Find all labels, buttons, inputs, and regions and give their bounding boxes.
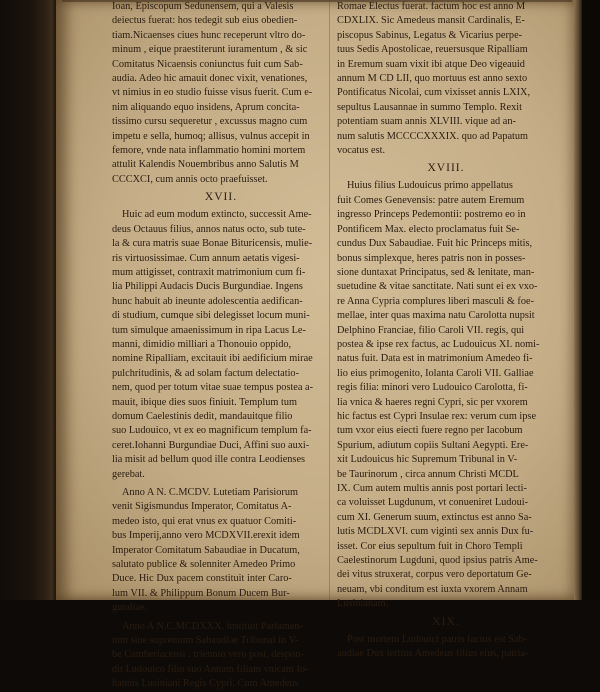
- text-line: domum Caelestinis dedit, mandauitque filio: [112, 410, 293, 422]
- text-line: Comitatus Nicaensis coniunctus fuit cum Sab-: [112, 58, 303, 70]
- text-line: gundiae.: [112, 602, 148, 614]
- left-para-3: [112, 486, 330, 616]
- text-line: tum simulque amaenissimum in ripa Lacus Le-: [112, 324, 306, 336]
- text-line: re Anna Cypria complures liberi masculi & foe-: [337, 295, 535, 307]
- text-line: femore, vnde nata inflammatio homini mortem: [112, 145, 306, 157]
- text-line: neuam, vbi conditum est iuxta vxorem Annam: [337, 583, 528, 595]
- right-column: [337, 0, 555, 661]
- text-line: tum sine supremum Sabaudiae Tribunal in V-: [112, 635, 299, 647]
- text-line: deus Octauus filius, annos natus octo, sub tute-: [112, 223, 306, 235]
- text-line: mauit, ibique dies suos finiuit. Templum tum: [112, 396, 297, 408]
- text-line: la & cura matris suae Bonae Bituricensis, mulie-: [112, 238, 313, 250]
- text-line: lia misit ad bellum quod ille contra Leodienses: [112, 454, 306, 466]
- left-para-4: [112, 620, 330, 692]
- text-line: xit Ludouicus hic Supremum Tribunal in V-: [337, 454, 518, 466]
- text-line: mellae, inter quas maxima natu Carolotta nupsit: [337, 310, 535, 322]
- text-line: tiam.Nicaenses ciues hunc receperunt vltro do-: [112, 29, 306, 41]
- right-para-1: [337, 0, 555, 158]
- text-line: bonus simplexque, heres patris non in posses-: [337, 252, 526, 264]
- text-line: tuus Sedis Apostolicae, reuersusque Ripalliam: [337, 44, 528, 56]
- scan-right-border: [582, 0, 600, 600]
- text-line: be Camberiacensi : triennio vero post, despon-: [112, 649, 304, 661]
- text-line: audia. Adeo hic amauit donec vixit, venationes,: [112, 73, 308, 85]
- text-line: annum M CD LII, quo mortuus est anno sexto: [337, 73, 528, 85]
- text-line: dei vitus struxerat, corpus vero deportatum Ge-: [337, 569, 532, 581]
- text-line: fuit Comes Genevensis: patre autem Eremum: [337, 194, 525, 206]
- text-line: Pontificatus Nicolai, cum vixisset annis LXIX,: [337, 87, 531, 99]
- text-line: Huius filius Ludouicus primo appellatus: [347, 180, 513, 192]
- text-line: lio eius primogenito, Iolanta Caroli VII. Galliae: [337, 367, 534, 379]
- text-line: nomine Ripalliam, excitauit ibi aedificium mirae: [112, 353, 313, 365]
- text-line: Spurium, adiutum copiis Sultani Aegypti. Ere-: [337, 439, 529, 451]
- text-line: ca voluisset Lugdunum, vt conueniret Ludoui-: [337, 497, 529, 509]
- text-line: attulit Kalendis Nouembribus anno Salutis M: [112, 159, 299, 171]
- text-line: audiae Dux tertius Amedeus filius eius, patria-: [337, 648, 529, 660]
- text-line: tum vxor eius eiecti fuere regno per Iacobum: [337, 425, 523, 437]
- text-line: postea & ipse rex factus, ac Ludouicus XI. nomi-: [337, 338, 540, 350]
- text-line: Imperator Comitatum Sabaudiae in Ducatum,: [112, 544, 300, 556]
- right-para-2: [337, 179, 555, 611]
- text-line: ceret.Iohanni Burgundiae Duci, Affini suo auxi-: [112, 439, 310, 451]
- text-line: regis filia: minori vero Ludouico Carolotta, fi-: [337, 382, 528, 394]
- text-line: Anno A N. C.MCDV. Lutetiam Parisiorum: [122, 487, 299, 498]
- text-line: vt nimius in eo studio fuisse visus fuerit. Cum e-: [112, 87, 313, 99]
- text-line: natus fuit. Data est in matrimonium Amedeo fi-: [337, 353, 533, 365]
- left-para-1: [112, 0, 330, 187]
- text-line: potentiam suam annis XLVIII. vique ad an-: [337, 116, 516, 128]
- text-line: IX. Cum autem multis annis post portari lecti-: [337, 483, 527, 494]
- text-line: Huic ad eum modum extincto, successit Ame-: [122, 209, 312, 221]
- text-line: bus Imperij,anno vero MCDXVII.erexit idem: [112, 530, 300, 542]
- text-line: lutis MCDLXVI. cum viginti sex annis Dux fu-: [337, 526, 534, 538]
- text-line: vocatus est.: [337, 145, 386, 157]
- text-line: Anno A N.C.MCDXXX. instituit Parlamen-: [122, 620, 304, 632]
- text-line: cum XI. Generum suum, extinctus est anno Sa-: [337, 511, 532, 523]
- text-line: hannis Lusiniani Regis Cypri. Cum Amedeus: [112, 678, 299, 690]
- text-line: Ioan, Episcopum Sedunensem, qui a Valesis: [112, 1, 294, 12]
- text-line: salutato publice & solenniter Amedeo Primo: [112, 559, 296, 571]
- text-line: sepultus Lausannae in summo Templo. Rexit: [337, 101, 522, 113]
- text-line: be Taurinorum , circa annum Christi MCDL: [337, 468, 519, 480]
- text-line: suetudine & vitae sanctitate. Nati sunt ei ex vxo-: [337, 281, 538, 293]
- text-line: Duce. Hic Dux pacem constituit inter Caro-: [112, 573, 292, 585]
- text-line: dit Ludouico filio suo Annam filiam vnicam Io-: [112, 663, 309, 675]
- text-line: Delphino Franciae, filio Caroli VII. regis, qui: [337, 324, 525, 336]
- text-line: nem, quod per totum vitae suae tempus postea a-: [112, 382, 314, 394]
- text-line: mum attigisset, contraxit matrimonium cum fi-: [112, 266, 306, 278]
- text-line: deiectus fuerat: hos tedegit sub eius obedien-: [112, 15, 298, 27]
- text-line: CCCXCI, cum annis octo praefuisset.: [112, 173, 268, 185]
- text-line: impetu e sella, humoq; allisus, vulnus accepit in: [112, 130, 310, 142]
- text-line: lum VII. & Philippum Bonum Ducem Bur-: [112, 587, 290, 599]
- text-line: suo Ludouico, vt ex eo magnificum templum fa-: [112, 425, 312, 437]
- text-line: in Eremum suam vixit ibi atque Deo vigeauid: [337, 58, 525, 70]
- text-line: Pontificem Max. electo proclamatus fuit Se-: [337, 223, 520, 235]
- text-line: piscopus Sabinus, Legatus & Vicarius perpe-: [337, 29, 523, 41]
- text-line: CDXLIX. Sic Amedeus mansit Cardinalis, E-: [337, 15, 525, 27]
- text-line: ingresso Princeps Pedemontii: postremo eo in: [337, 209, 526, 221]
- text-line: Romae Electus fuerat. factum hoc est anno M: [337, 1, 526, 12]
- text-line: venit Sigismundus Imperator, Comitatus A-: [112, 501, 292, 513]
- text-line: Caelestinorum Lugduni, quod ipsius patris Ame-: [337, 555, 538, 567]
- text-line: di studium, cumque sibi delegisset locum muni-: [112, 310, 310, 322]
- text-line: ris virtuosissimae. Cum annum aetatis vigesi-: [112, 252, 300, 264]
- text-line: pulchritudinis, & ad solam factum delectatio-: [112, 367, 300, 379]
- text-line: gerebat.: [112, 468, 145, 480]
- text-line: tissimo cursu sequeretur , excussus magno cum: [112, 116, 308, 128]
- text-line: manni, dimidio milliari a Thonouio oppido,: [112, 338, 292, 350]
- text-line: minum , eique praestiterunt iuramentum , & sic: [112, 44, 308, 56]
- text-line: lia Philippi Audacis Ducis Burgundiae. Ingens: [112, 281, 303, 293]
- left-column: [112, 0, 330, 692]
- section-heading-xvii: XVII.: [204, 191, 238, 204]
- text-line: cundus Dux Sabaudiae. Fuit hic Princeps mitis,: [337, 238, 533, 250]
- page-right-edge: [574, 0, 582, 600]
- section-heading-xviii: XVIII.: [427, 162, 465, 175]
- text-line: hic factus est Cypri Insulae rex: verum cum ipse: [337, 410, 537, 422]
- text-line: sione duntaxat Principatus, sed & lenitate, man-: [337, 266, 535, 278]
- text-line: num salutis MCCCCXXXIX. quo ad Papatum: [337, 130, 529, 142]
- text-line: isset. Cor eius sepultum fuit in Choro Templi: [337, 540, 523, 552]
- left-para-2: [112, 208, 330, 482]
- text-line: Post mortem Ludouici patris factus est Sab-: [347, 633, 528, 645]
- right-para-3: [337, 633, 555, 662]
- text-line: lia vnica & haeres regni Cypri, sic per vxorem: [337, 396, 528, 408]
- text-line: nim aliquando equo insidens, Aprum concita-: [112, 101, 300, 113]
- text-line: Lusinianam.: [337, 598, 389, 610]
- text-line: medeo isto, qui erat vnus ex quatuor Comiti-: [112, 515, 297, 527]
- section-heading-xix: XIX.: [432, 615, 460, 628]
- text-line: hunc habuit ab ineunte adolescentia aedifican-: [112, 295, 303, 307]
